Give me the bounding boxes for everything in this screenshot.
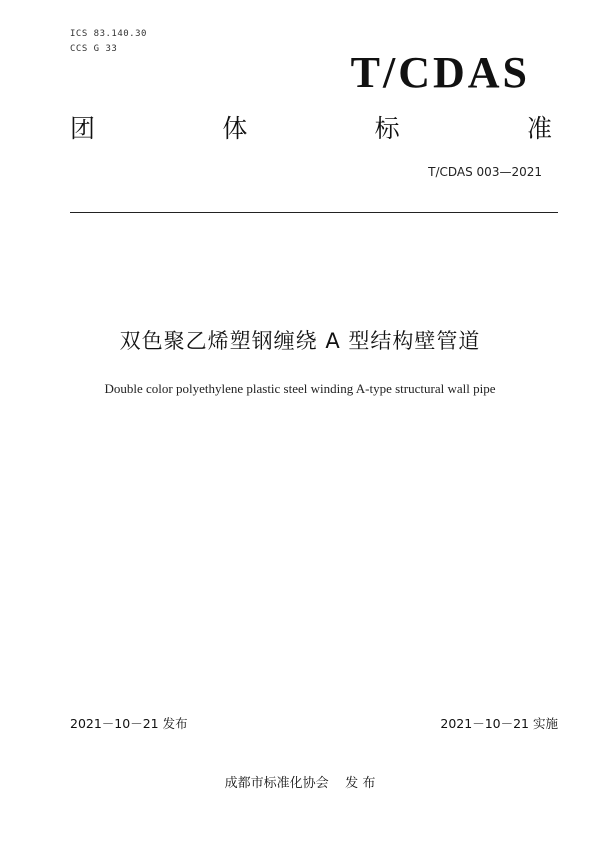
ccs-code: CCS G 33 <box>70 44 118 54</box>
header-divider <box>70 212 558 213</box>
classification-codes <box>70 27 147 57</box>
document-category <box>70 112 552 146</box>
category-char-4: 准 <box>526 114 552 143</box>
category-char-1: 团 <box>70 114 96 143</box>
category-char-2: 体 <box>222 114 248 143</box>
ics-code: ICS 83.140.30 <box>70 29 147 39</box>
title-chinese: 双色聚乙烯塑钢缠绕 A 型结构壁管道 <box>119 329 481 353</box>
title-english: Double color polyethylene plastic steel winding A-type structural wall pipe <box>104 381 496 396</box>
issue-date: 2021－10－21 发布 <box>70 716 188 731</box>
standard-number: T/CDAS 003—2021 <box>428 165 542 179</box>
publisher: 成都市标准化协会 发 布 <box>224 776 376 791</box>
category-char-3: 标 <box>374 114 400 143</box>
standard-logo: T/CDAS <box>350 48 530 97</box>
implementation-date: 2021－10－21 实施 <box>440 716 558 731</box>
